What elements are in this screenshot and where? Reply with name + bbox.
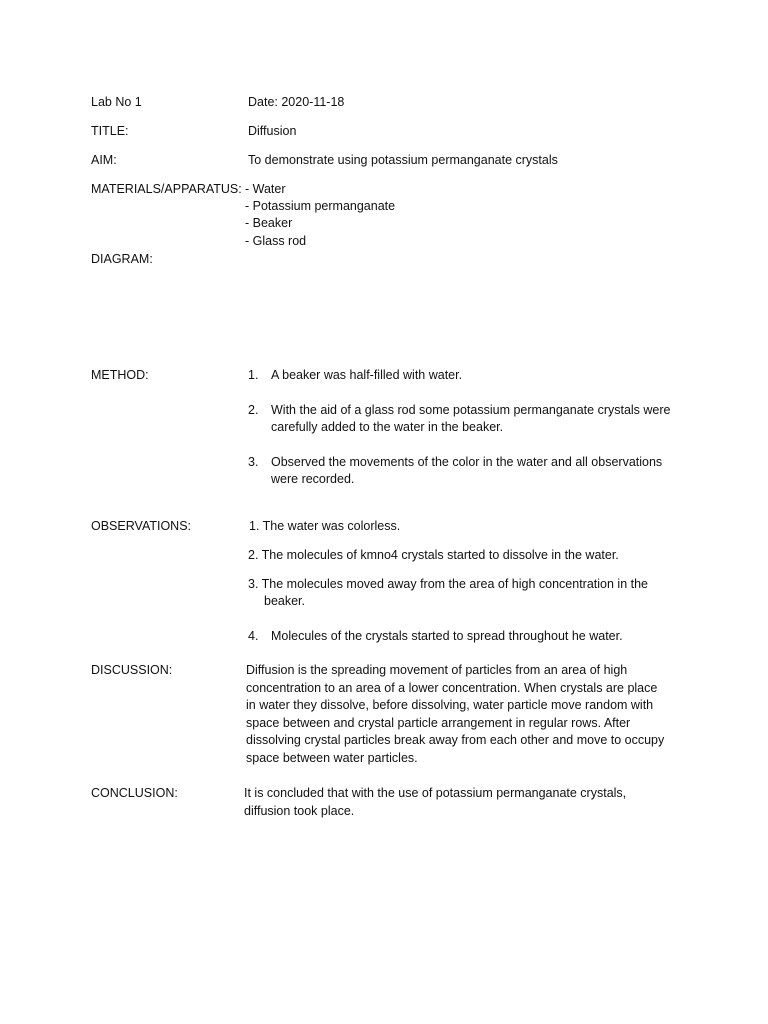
discussion-line: dissolving crystal particles break away from each other and move to occupy <box>246 733 665 747</box>
method-step-text: With the aid of a glass rod some potassium permanganate crystals were <box>271 403 671 417</box>
observations-label: OBSERVATIONS: <box>91 519 192 533</box>
materials-item: - Glass rod <box>245 234 307 248</box>
method-step-number: 1. <box>248 368 259 382</box>
observation-item-number: 4. <box>248 629 259 643</box>
method-step-text: were recorded. <box>271 472 355 486</box>
observation-item: 3. The molecules moved away from the area of high concentration in the <box>248 577 648 591</box>
discussion-line: space between and crystal particle arrangement in regular rows. After <box>246 716 631 730</box>
method-label: METHOD: <box>91 368 149 382</box>
observation-item: beaker. <box>264 594 306 608</box>
observation-item: Molecules of the crystals started to spread throughout he water. <box>271 629 623 643</box>
title-label: TITLE: <box>91 124 129 138</box>
materials-label: MATERIALS/APPARATUS: <box>91 182 242 196</box>
observation-item: 2. The molecules of kmno4 crystals started to dissolve in the water. <box>248 548 619 562</box>
diagram-label: DIAGRAM: <box>91 252 153 266</box>
materials-item: - Water <box>245 182 286 196</box>
conclusion-label: CONCLUSION: <box>91 786 178 800</box>
conclusion-line: It is concluded that with the use of potassium permanganate crystals, <box>244 786 627 800</box>
title-value: Diffusion <box>248 124 297 138</box>
method-step-text: carefully added to the water in the beaker. <box>271 420 504 434</box>
method-step-text: A beaker was half-filled with water. <box>271 368 463 382</box>
materials-item: - Potassium permanganate <box>245 199 396 213</box>
lab-date: Date: 2020-11-18 <box>248 95 345 109</box>
diagram-area <box>248 272 668 352</box>
discussion-line: space between water particles. <box>246 751 418 765</box>
lab-number: Lab No 1 <box>91 95 142 109</box>
aim-value: To demonstrate using potassium permanganate crystals <box>248 153 558 167</box>
discussion-label: DISCUSSION: <box>91 663 173 677</box>
discussion-line: in water they dissolve, before dissolving, water particle move random with <box>246 698 654 712</box>
method-step-number: 2. <box>248 403 259 417</box>
method-step-text: Observed the movements of the color in the water and all observations <box>271 455 663 469</box>
aim-label: AIM: <box>91 153 117 167</box>
conclusion-line: diffusion took place. <box>244 804 355 818</box>
materials-item: - Beaker <box>245 216 293 230</box>
discussion-line: concentration to an area of a lower concentration. When crystals are place <box>246 681 658 695</box>
method-step-number: 3. <box>248 455 259 469</box>
observation-item: 1. The water was colorless. <box>249 519 401 533</box>
discussion-line: Diffusion is the spreading movement of particles from an area of high <box>246 663 628 677</box>
